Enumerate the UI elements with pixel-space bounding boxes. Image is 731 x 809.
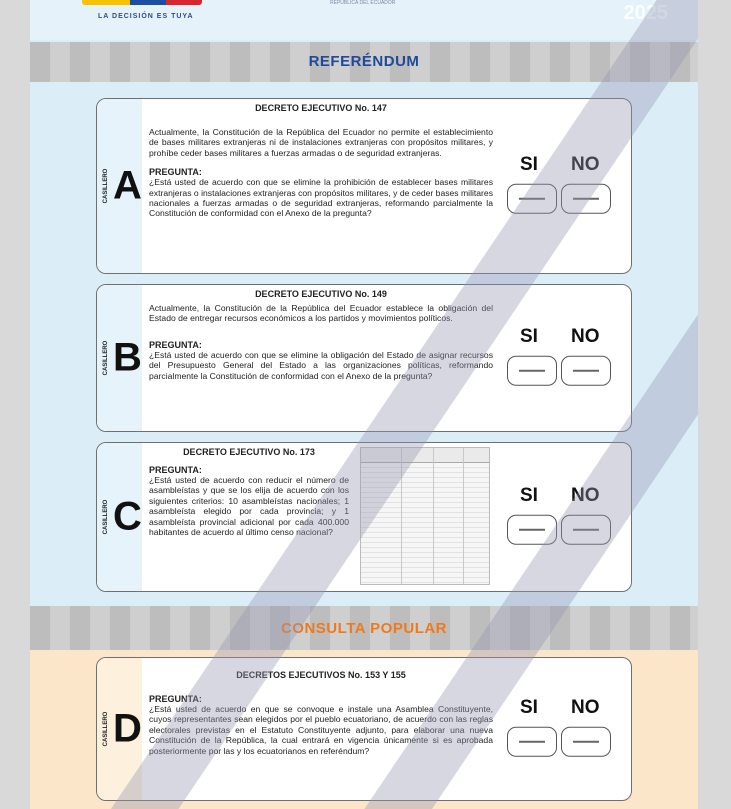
decree-title: DECRETO EJECUTIVO No. 173 xyxy=(183,447,315,457)
casillero-label: CASILLERO xyxy=(103,168,109,204)
si-label: SI xyxy=(520,696,538,718)
ballot-sheet xyxy=(30,0,698,809)
vote-box-no-b[interactable] xyxy=(561,356,611,386)
si-label: SI xyxy=(520,484,538,506)
no-label: NO xyxy=(571,325,600,347)
question-text: ¿Está usted de acuerdo con reducir el número de asambleístas y que se los elija de acuerdo con los siguientes criterios: 10 asambleístas nacionales; 1 asambleísta elegido por cada provincia; y 1 asambleísta provincial adicional por cada 400.000 habitantes de acuerdo al último censo nacional? xyxy=(149,475,349,538)
section-title-referendum: REFERÉNDUM xyxy=(308,53,420,70)
question-text: ¿Está usted de acuerdo en que se convoque e instale una Asamblea Constituyente, cuyos representantes sean elegidos por el pueblo ecuatoriano, de acuerdo con las reglas electorales previstas en el Estatuto Constituyente adjunto, para elaborar una nueva Constitución de la República, la cual entrará en vigencia únicamente si es aprobada posteriormente por las y los ecuatorianos en referéndum? xyxy=(149,704,493,756)
no-label: NO xyxy=(571,484,600,506)
casillero-label: CASILLERO xyxy=(103,499,109,535)
casillero-tab xyxy=(97,443,142,591)
casillero-tab xyxy=(97,285,142,431)
vote-choices xyxy=(503,326,609,388)
preamble-text: Actualmente, la Constitución de la República del Ecuador no permite el establecimiento de bases militares extranjeras ni de instalaciones extranjeras con propósitos militares, y prohíbe ceder bases militares a fuerzas armadas o de seguridad extranjeras. xyxy=(149,127,493,158)
question-letter: D xyxy=(113,706,142,751)
pregunta-label: PREGUNTA: xyxy=(149,339,202,350)
vote-box-si-d[interactable] xyxy=(507,727,557,757)
year-label: 2025 xyxy=(623,2,668,24)
casillero-label: CASILLERO xyxy=(103,340,109,376)
slogan: LA DECISIÓN ES TUYA xyxy=(98,13,194,20)
si-label: SI xyxy=(520,325,538,347)
casillero-label: CASILLERO xyxy=(103,711,109,747)
vote-box-no-d[interactable] xyxy=(561,727,611,757)
ballot-header xyxy=(30,0,698,40)
vote-choices xyxy=(503,697,609,759)
decree-title: DECRETO EJECUTIVO No. 147 xyxy=(255,103,387,113)
question-body xyxy=(149,103,493,219)
vote-box-si-b[interactable] xyxy=(507,356,557,386)
cne-logo-icon xyxy=(82,0,202,5)
section-title-consulta: CONSULTA POPULAR xyxy=(280,620,448,637)
republica-label: REPÚBLICA DEL ECUADOR xyxy=(330,0,396,6)
no-label: NO xyxy=(571,153,600,175)
casillero-tab xyxy=(97,99,142,273)
pregunta-label: PREGUNTA: xyxy=(149,465,202,475)
decree-title: DECRETO EJECUTIVO No. 149 xyxy=(255,289,387,299)
question-letter: B xyxy=(113,335,142,380)
no-label: NO xyxy=(571,696,600,718)
question-text: ¿Está usted de acuerdo con que se elimine la prohibición de establecer bases militares extranjeras o instalaciones extranjeras con propósitos militares, y de ceder bases militares nacionales a fuerzas armadas o de seguridad extranjeras, reformando parcialmente la Constitución de conformidad con el Anexo de la pregunta? xyxy=(149,177,493,219)
question-letter: C xyxy=(113,494,142,539)
preamble-text: Actualmente, la Constitución de la República del Ecuador establece la obligación del Estado de entregar recursos económicos a los partidos y movimientos políticos. xyxy=(149,303,493,324)
question-letter: A xyxy=(113,163,142,208)
decree-title: DECRETOS EJECUTIVOS No. 153 Y 155 xyxy=(236,670,406,680)
pregunta-label: PREGUNTA: xyxy=(149,167,202,178)
si-label: SI xyxy=(520,153,538,175)
pregunta-label: PREGUNTA: xyxy=(149,694,202,704)
question-text: ¿Está usted de acuerdo con que se elimine la obligación del Estado de asignar recursos del Presupuesto General del Estado a las organizaciones políticas, reformando parcialmente la Constitución de conformidad con el Anexo de la pregunta? xyxy=(149,349,493,381)
question-card-b xyxy=(96,284,632,432)
